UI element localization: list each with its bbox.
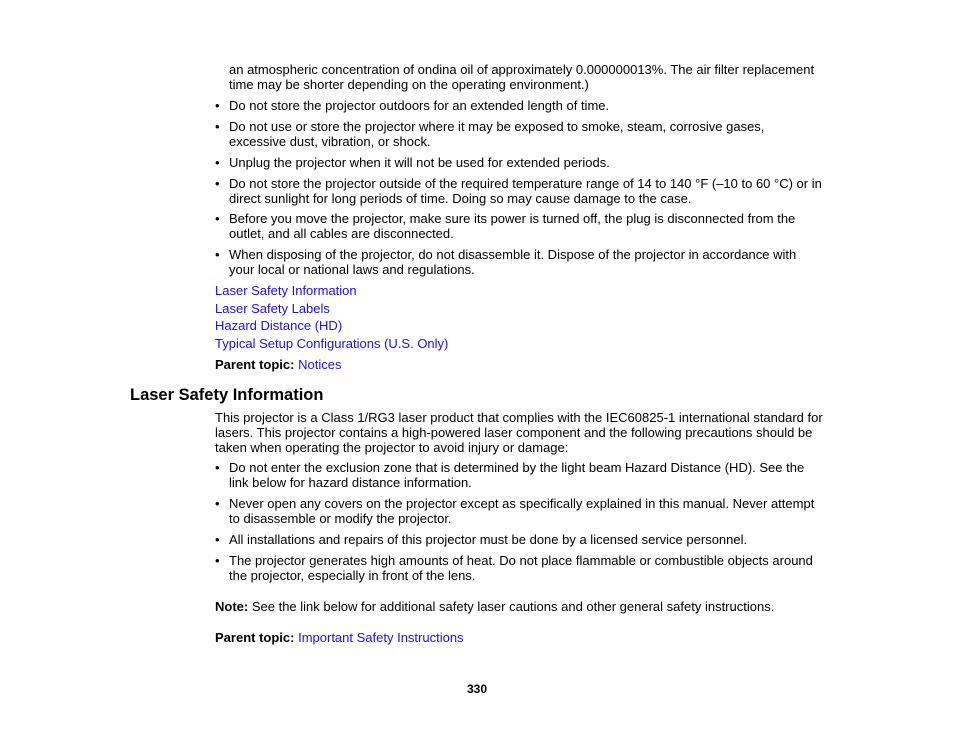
parent-topic-label: Parent topic: (215, 357, 295, 372)
page-number: 330 (466, 682, 488, 696)
list-item-text: Do not enter the exclusion zone that is determined by the light beam Hazard Distance (HD). See the link below for hazard distance information. (229, 460, 805, 490)
link-typical-setup-configurations[interactable]: Typical Setup Configurations (U.S. Only) (215, 336, 449, 351)
bullet-dot: • (215, 532, 220, 547)
list-item-text: Do not store the projector outside of the required temperature range of 14 to 140 °F (–10 to 60 °C) or in direct sunlight for long periods of time. Doing so may cause damage to the case. (229, 176, 822, 206)
list-item-text: All installations and repairs of this projector must be done by a licensed service personnel. (229, 532, 748, 547)
link-laser-safety-labels[interactable]: Laser Safety Labels (215, 301, 330, 316)
bullet-dot: • (215, 553, 220, 568)
section-heading: Laser Safety Information (130, 386, 324, 404)
list-item-text: Do not store the projector outdoors for an extended length of time. (229, 98, 610, 113)
note-label: Note: (215, 599, 249, 614)
bullet-dot: • (215, 496, 220, 511)
parent-topic-link-important-safety[interactable]: Important Safety Instructions (298, 630, 464, 645)
bullet-dot: • (215, 460, 220, 475)
parent-topic (215, 630, 464, 645)
continuation-text: an atmospheric concentration of ondina oil of approximately 0.000000013%. The air filter replacement time may be shorter depending on the operating environment.) (229, 62, 815, 92)
link-hazard-distance[interactable]: Hazard Distance (HD) (215, 318, 343, 333)
parent-topic-link-notices[interactable]: Notices (298, 357, 342, 372)
bullet-dot: • (215, 119, 220, 134)
parent-topic (215, 357, 341, 372)
list-item-text: Before you move the projector, make sure its power is turned off, the plug is disconnected from the outlet, and all cables are disconnected. (229, 211, 796, 241)
parent-topic-label: Parent topic: (215, 630, 295, 645)
bullet-dot: • (215, 176, 220, 191)
link-laser-safety-information[interactable]: Laser Safety Information (215, 283, 357, 298)
section-intro: This projector is a Class 1/RG3 laser product that complies with the IEC60825-1 international standard for lasers. This projector contains a high-powered laser component and the following precautions should be taken when operating the projector to avoid injury or damage: (215, 410, 823, 455)
note (215, 599, 825, 614)
list-item-text: Unplug the projector when it will not be used for extended periods. (229, 155, 610, 170)
list-item-text: Do not use or store the projector where it may be exposed to smoke, steam, corrosive gases, excessive dust, vibration, or shock. (229, 119, 765, 149)
bullet-dot: • (215, 155, 220, 170)
bullet-dot: • (215, 98, 220, 113)
bullet-dot: • (215, 247, 220, 262)
bullet-dot: • (215, 211, 220, 226)
list-item-text: Never open any covers on the projector except as specifically explained in this manual. Never attempt to disassemble or modify the projector. (229, 496, 815, 526)
note-text: See the link below for additional safety laser cautions and other general safety instructions. (251, 599, 775, 614)
list-item-text: The projector generates high amounts of heat. Do not place flammable or combustible objects around the projector, especially in front of the lens. (229, 553, 813, 583)
list-item-text: When disposing of the projector, do not disassemble it. Dispose of the projector in accordance with your local or national laws and regulations. (229, 247, 797, 277)
